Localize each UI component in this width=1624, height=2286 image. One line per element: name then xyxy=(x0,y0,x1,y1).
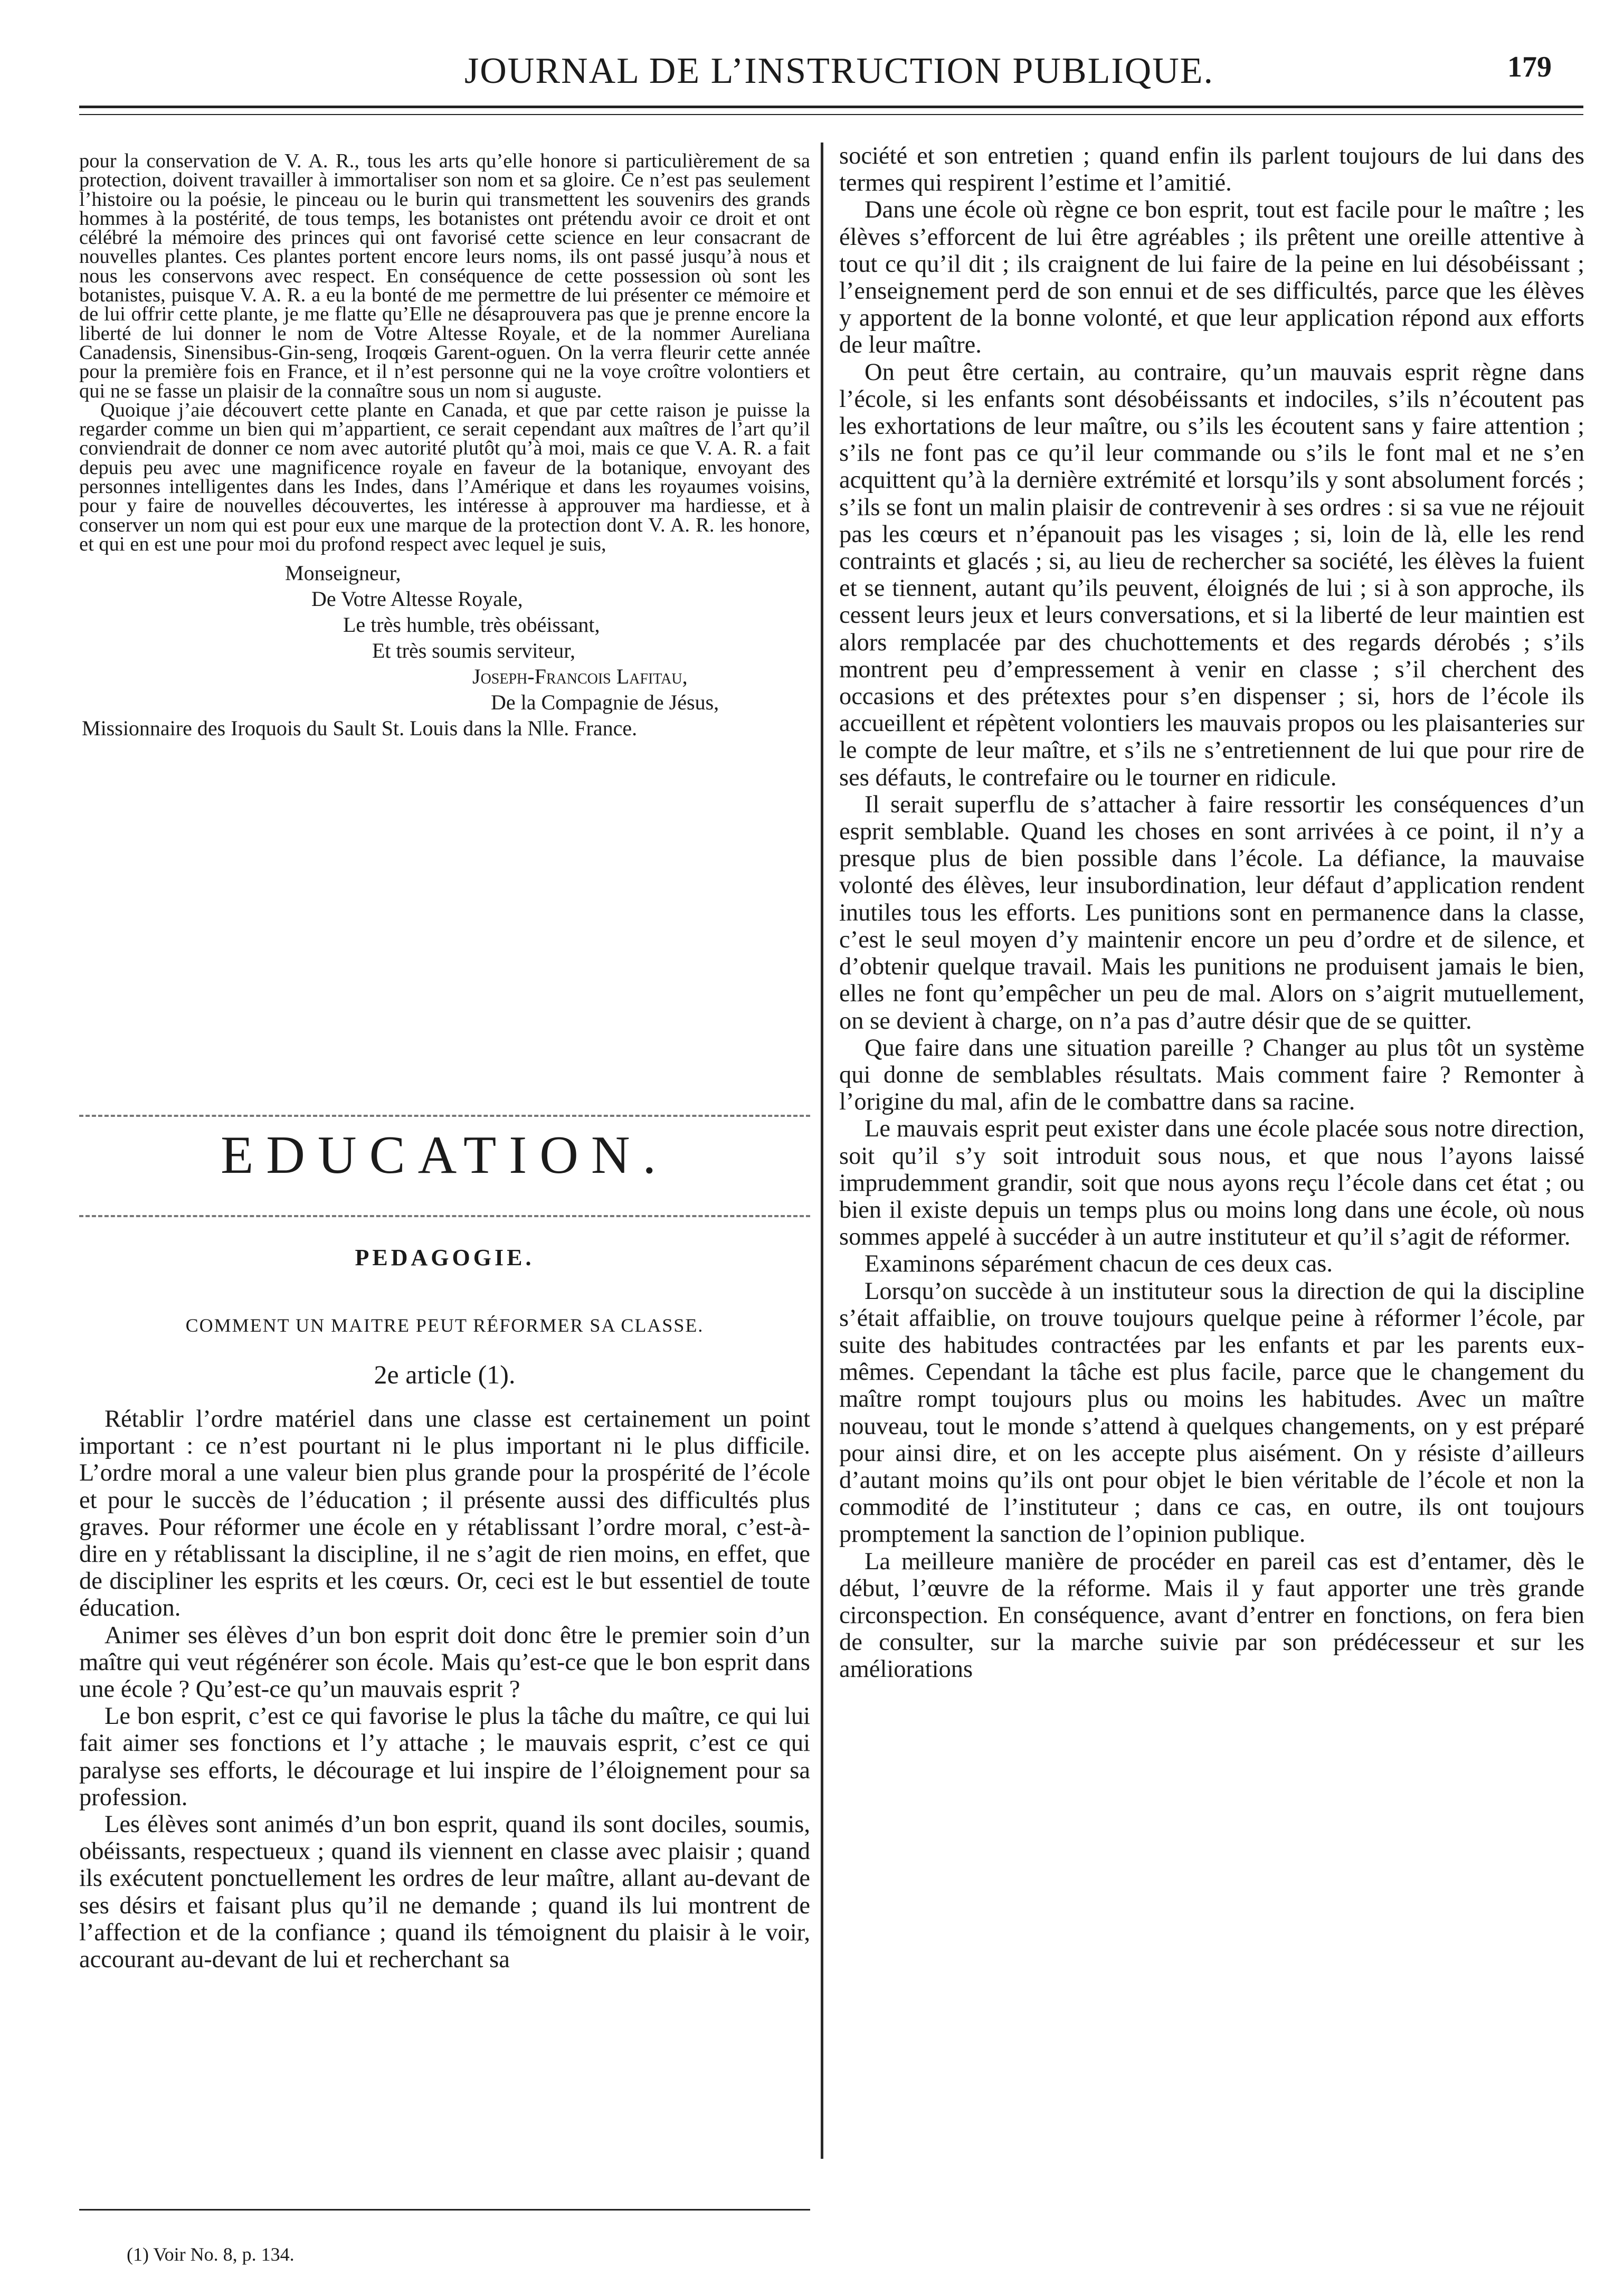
article-subtitle: 2e article (1). xyxy=(374,1360,516,1389)
closing-salutation: Monseigneur, xyxy=(285,561,401,585)
footnote-rule xyxy=(79,2209,810,2211)
letter-paragraph: pour la conservation de V. A. R., tous les arts qu’elle honore si particulièrement de sa protection, doivent travailler à immortaliser son nom et sa gloire. Ce n’est pas seulement l’histoire ou la poésie, le pinceau ou le burin qui transmettent les souvenirs des grands hommes à la postérité, de tous temps, les botanistes ont prétendu avoir ce droit et ont célébré la mémoire des princes qui ont favorisé cette science en leur consacrant de nouvelles plantes. Ces plantes portent encore leurs noms, ils ont passé jusqu’à nous et nous les conservons avec respect. En conséquence de cette possession où sont les botanistes, puisque V. A. R. a eu la bonté de me permettre de lui présenter ce mémoire et de lui offrir cette plante, je me flatte qu’Elle ne désaprouvera pas que je prenne encore la liberté de lui donner le nom de Votre Altesse Royale, et de la nommer Aureliana Canadensis, Sinensibus-Gin-seng, Iroqœis Garent-oguen. On la verra fleurir cette année pour la première fois en France, et il n’est personne qui ne la voye croître volontiers et qui ne se fasse un plaisir de la connaître sous un nom si auguste. xyxy=(79,150,810,402)
letter-paragraph: Quoique j’aie découvert cette plante en Canada, et que par cette raison je puisse la regarder comme un bien qui m’appartient, ce serait cependant aux maîtres de l’art qu’il conviendrait de donner ce nom avec autorité plutôt qu’à moi, mais ce que V. A. R. a fait depuis peu avec une magnificence royale en faveur de la botanique, envoyant des personnes intelligentes dans les Indes, dans l’Amérique et dans les royaumes voisins, pour y faire de nouvelles découvertes, les intéresse à approuver ma hardiesse, et à conserver un nom qui est pour eux une marque de la protection dont V. A. R. les honore, et qui en est une pour moi du profond respect avec lequel je suis, xyxy=(79,399,810,555)
subsection-title: PEDAGOGIE. xyxy=(355,1245,535,1270)
closing-line: Et très soumis serviteur, xyxy=(372,639,575,663)
article-paragraph: Lorsqu’on succède à un instituteur sous la direction de qui la discipline s’était affaiblie, on trouve toujours quelque peine à réformer l’école, par suite des habitudes contractées par les enfants et par les parents eux-mêmes. Cependant la tâche est plus facile, parce que le changement du maître rompt toujours plus ou moins les habitudes. Avec un maître nouveau, tout le monde s’attend à quelques changements, on y est préparé pour ainsi dire, et on les accepte plus aisément. On y résiste d’ailleurs d’autant moins qu’ils ont pour objet le bien véritable de l’école et non la commodité de l’instituteur ; dans ce cas, en outre, ils ont toujours promptement la sanction de l’opinion publique. xyxy=(839,1277,1584,1548)
article-paragraph: Animer ses élèves d’un bon esprit doit donc être le premier soin d’un maître qui veut régénérer son école. Mais qu’est-ce que le bon esprit dans une école ? Qu’est-ce qu’un mauvais esprit ? xyxy=(79,1621,810,1703)
article-title: COMMENT UN MAITRE PEUT RÉFORMER SA CLASSE. xyxy=(185,1315,704,1336)
article-paragraph: Dans une école où règne ce bon esprit, tout est facile pour le maître ; les élèves s’efforcent de lui être agréables ; ils prêtent une oreille attentive à tout ce qu’il dit ; ils craignent de lui faire de la peine en lui désobéissant ; l’enseignement perd de son ennui et de ses difficultés, parce que les élèves y apportent de la bonne volonté, et que leur application répond aux efforts de leur maître. xyxy=(839,196,1584,359)
section-divider-top xyxy=(79,1115,810,1117)
closing-line: Missionnaire des Iroquois du Sault St. Louis dans la Nlle. France. xyxy=(82,716,638,741)
article-paragraph: Le bon esprit, c’est ce qui favorise le plus la tâche du maître, ce qui lui fait aimer ses fonctions et l’y attache ; le mauvais esprit, c’est ce qui paralyse ses efforts, le décourage et lui inspire de l’éloignement pour sa profession. xyxy=(79,1703,810,1811)
page-number: 179 xyxy=(1507,51,1552,83)
left-column xyxy=(79,151,810,1096)
section-title: EDUCATION. xyxy=(220,1125,669,1185)
article-paragraph: société et son entretien ; quand enfin ils parlent toujours de lui dans des termes qui respirent l’estime et l’amitié. xyxy=(839,143,1584,197)
closing-line: Le très humble, très obéissant, xyxy=(343,613,600,637)
article-paragraph: Examinons séparément chacun de ces deux cas. xyxy=(865,1250,1333,1278)
footnote: (1) Voir No. 8, p. 134. xyxy=(127,2244,295,2265)
column-divider xyxy=(821,143,823,2159)
right-column xyxy=(839,143,1584,2138)
article-paragraph: Les élèves sont animés d’un bon esprit, quand ils sont dociles, soumis, obéissants, respectueux ; quand ils viennent en classe avec plaisir ; quand ils exécutent ponctuellement les ordres de leur maître, allant au-devant de ses désirs et faisant plus qu’il ne demande ; quand ils lui montrent de l’affection et de la confiance ; quand ils témoignent du plaisir à le voir, accourant au-devant de lui et recherchant sa xyxy=(79,1811,810,1974)
article-paragraph: Rétablir l’ordre matériel dans une classe est certainement un point important : ce n’est pourtant ni le plus important ni le plus difficile. L’ordre moral a une valeur bien plus grande pour la prospérité de l’école et pour le succès de l’éducation ; il présente aussi des difficultés plus graves. Pour réformer une école en y rétablissant l’ordre moral, c’est-à-dire en y rétablissant la discipline, il ne s’agit de rien moins, en effet, que de discipliner les esprits et les cœurs. Or, ceci est le but essentiel de toute éducation. xyxy=(79,1406,810,1622)
closing-line: De Votre Altesse Royale, xyxy=(311,587,523,611)
running-head: JOURNAL DE L’INSTRUCTION PUBLIQUE. xyxy=(464,51,1214,91)
closing-line: De la Compagnie de Jésus, xyxy=(491,690,719,715)
section-divider-bottom xyxy=(79,1215,810,1217)
article-paragraph: On peut être certain, au contraire, qu’un mauvais esprit règne dans l’école, si les enfants sont désobéissants et indociles, s’ils n’écoutent pas les exhortations de leur maître, ou s’ils les écoutent sans y faire attention ; s’ils ne font pas ce qu’il leur commande ou s’ils le font mal et ne s’en acquittent qu’à la dernière extrémité et lorsqu’ils y sont absolument forcés ; s’ils se font un malin plaisir de contrevenir à ses ordres : si sa vue ne réjouit pas les cœurs et n’épanouit pas les visages ; si, loin de là, elle les rend contraints et glacés ; si, au lieu de rechercher sa société, les élèves la fuient et se tiennent, autant qu’ils peuvent, éloignés de lui ; si à son approche, ils cessent leurs jeux et leurs conversations, et si la liberté de leur maintien est alors remplacée par des chuchottements et des regards dérobés ; s’ils montrent peu d’empressement à venir en classe ; s’il cherchent des occasions et des prétextes pour s’en dispenser ; si, hors de l’école ils accueillent et répètent volontiers les mauvais propos ou les plaisanteries sur le compte de leur maître, et s’ils ne s’entretiennent de lui que pour rire de ses défauts, le contrefaire ou le tourner en ridicule. xyxy=(839,358,1584,791)
article-paragraph: La meilleure manière de procéder en pareil cas est d’entamer, dès le début, l’œuvre de la réforme. Mais il y faut apporter une très grande circonspection. En conséquence, avant d’entrer en fonctions, on fera bien de consulter, sur la marche suivie par son prédécesseur et sur les améliorations xyxy=(839,1548,1584,1683)
letter-closing xyxy=(79,560,810,741)
closing-signature: Joseph-Francois Lafitau, xyxy=(472,665,688,689)
header-rule-thin xyxy=(79,114,1583,115)
article-paragraph: Que faire dans une situation pareille ? Changer au plus tôt un système qui donne de semblables résultats. Mais comment faire ? Remonter à l’origine du mal, afin de le combattre dans sa racine. xyxy=(839,1034,1584,1116)
letter-text xyxy=(79,151,810,554)
article-paragraph: Le mauvais esprit peut exister dans une école placée sous notre direction, soit qu’il s’y soit introduit sous nous, et que nous l’ayons laissé imprudemment grandir, soit que nous ayons reçu l’école dans cet état ; ou bien il existe depuis un temps plus ou moins long dans une école, où nous sommes appelé à succéder à un autre instituteur et qu’il s’agit de réformer. xyxy=(839,1115,1584,1251)
article-paragraph: Il serait superflu de s’attacher à faire ressortir les conséquences d’un esprit semblable. Quand les choses en sont arrivées à ce point, il n’y a presque plus de bien possible dans l’école. La défiance, la mauvaise volonté des élèves, leur insubordination, leur défaut d’application rendent inutiles tous les efforts. Les punitions sont en permanence dans la classe, c’est le seul moyen d’y maintenir encore un peu d’ordre et de silence, et d’obtenir quelque travail. Mais les punitions ne produisent jamais le bien, elles ne font qu’empêcher un peu de mal. Alors on s’aigrit mutuellement, on se devient à charge, on n’a pas d’autre désir que de se quitter. xyxy=(839,791,1584,1035)
header-rule-thick xyxy=(79,106,1583,108)
article-text-left xyxy=(79,1406,810,1973)
